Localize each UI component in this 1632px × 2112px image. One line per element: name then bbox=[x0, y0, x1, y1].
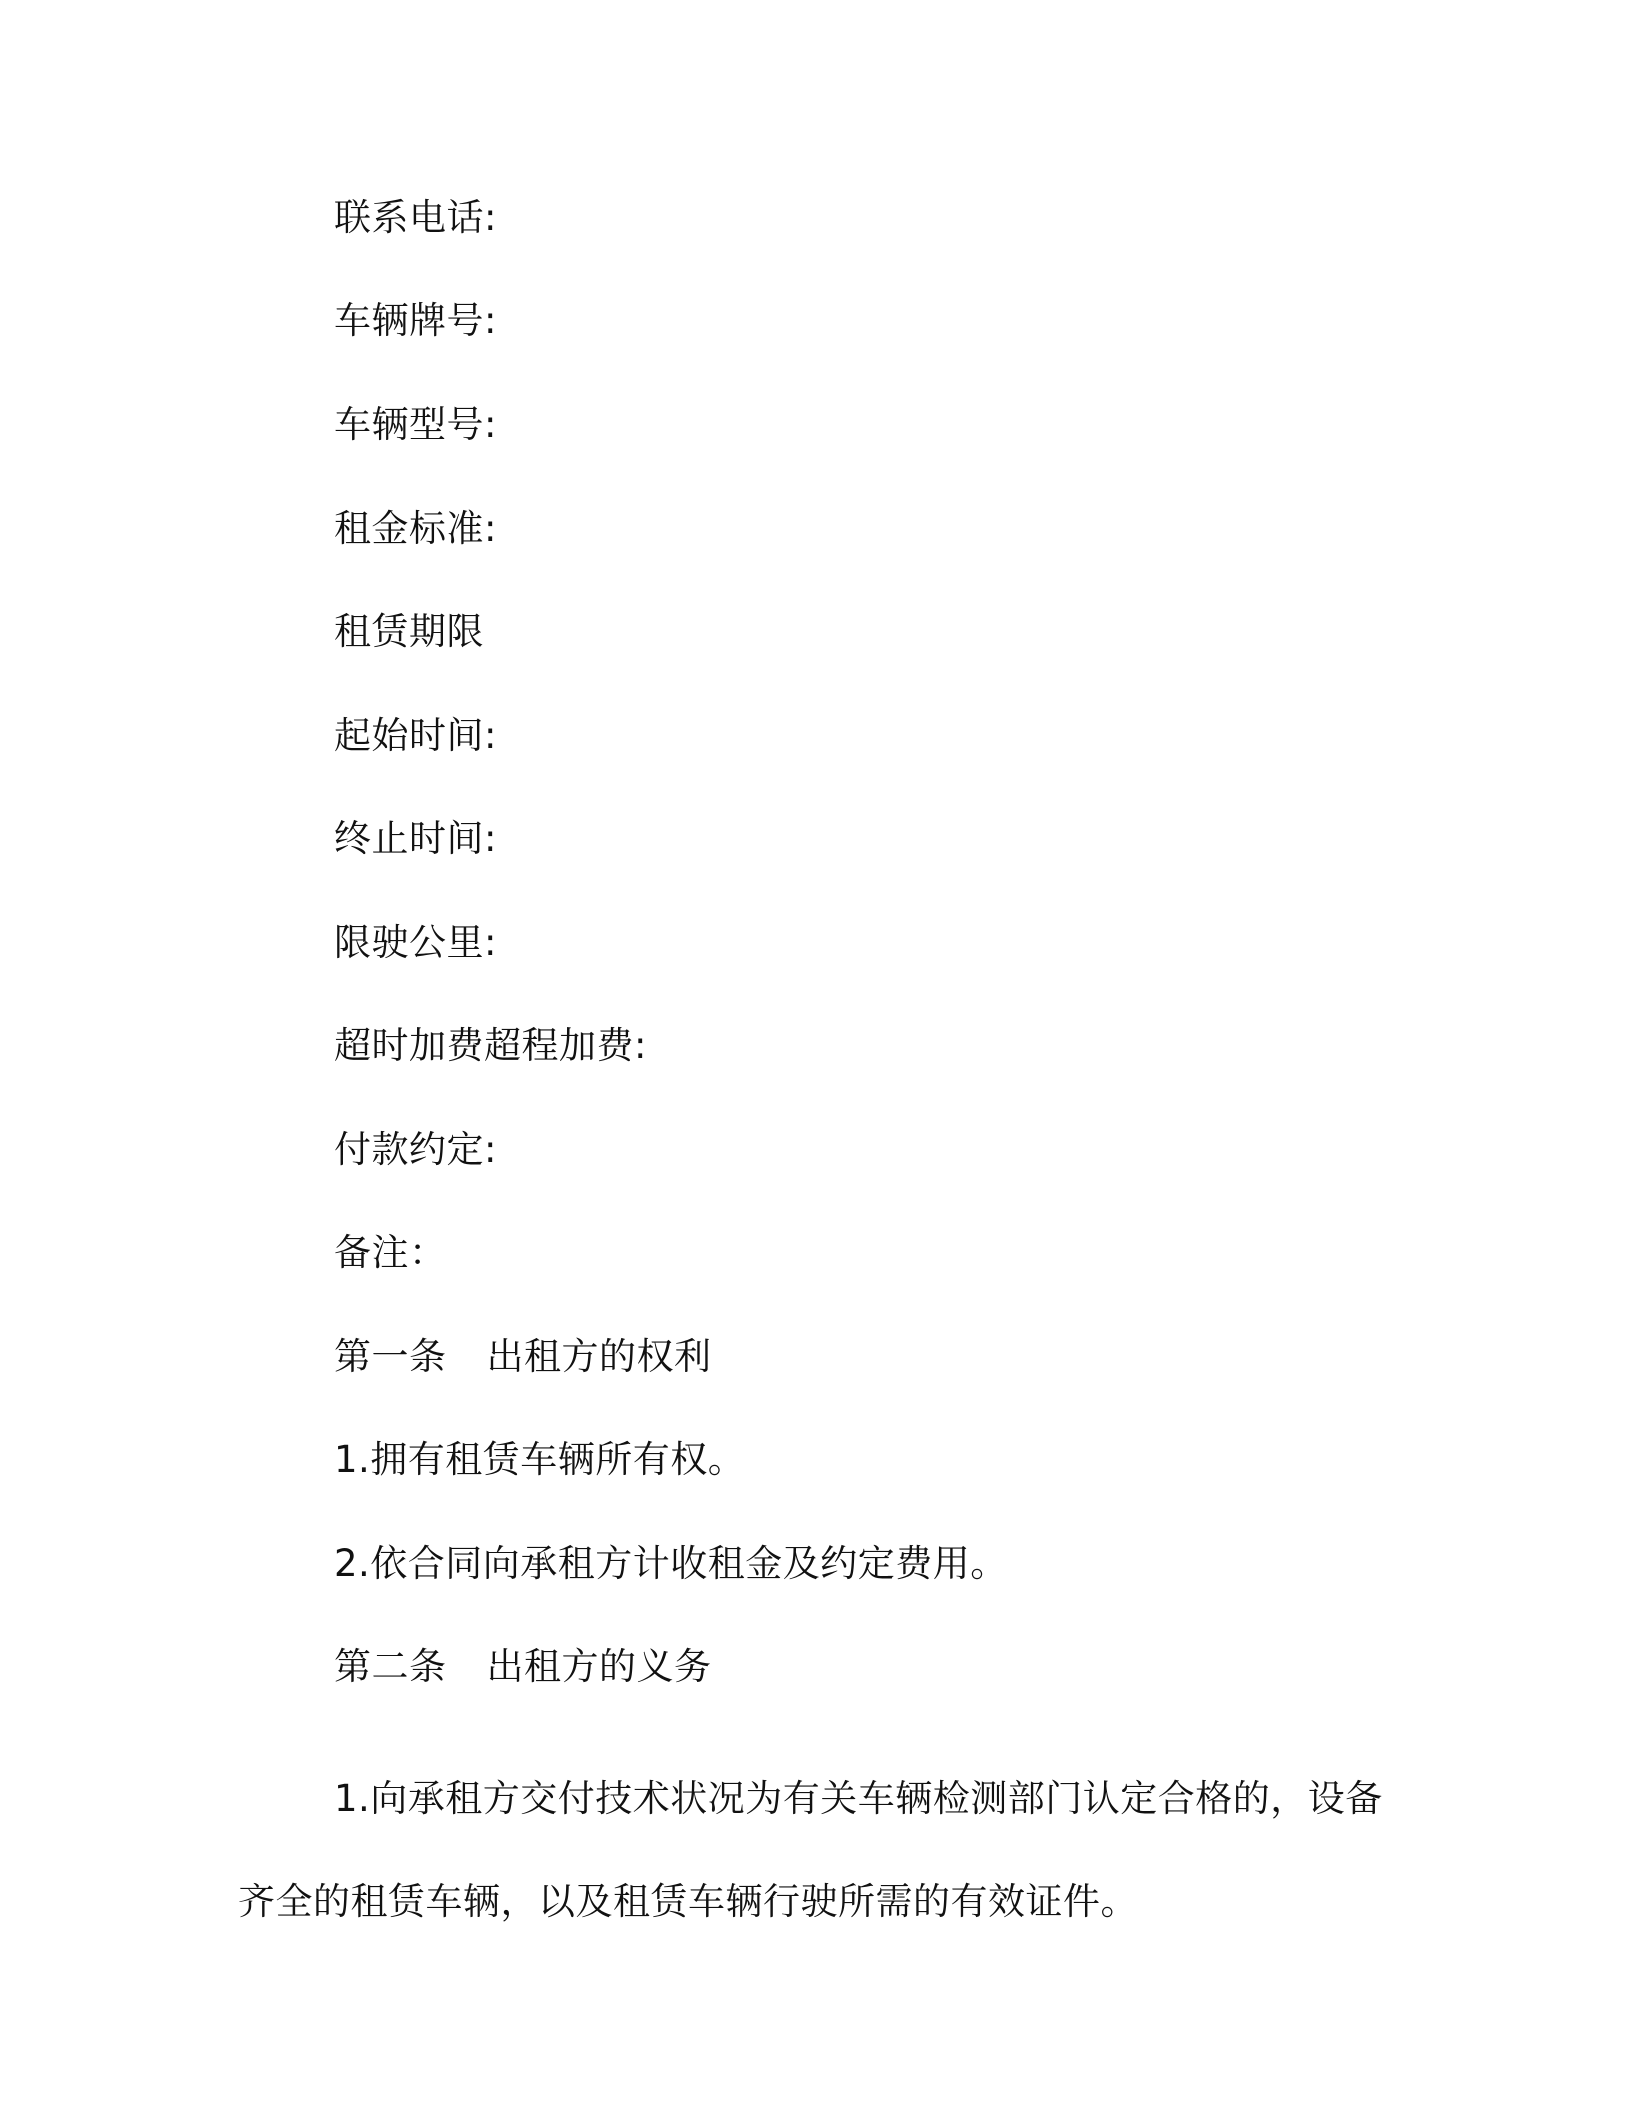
field-remarks: 备注： bbox=[334, 1231, 447, 1274]
field-phone: 联系电话: bbox=[334, 196, 497, 239]
field-payment-terms: 付款约定: bbox=[334, 1128, 497, 1171]
article-1-number: 第一条 bbox=[334, 1335, 447, 1378]
article-2-number: 第二条 bbox=[334, 1645, 447, 1688]
field-end-time: 终止时间: bbox=[334, 817, 497, 860]
article-1-title: 出租方的权利 bbox=[486, 1335, 712, 1378]
field-plate: 车辆牌号: bbox=[334, 299, 497, 342]
field-start-time: 起始时间: bbox=[334, 714, 497, 757]
article-1-item: 2.依合同向承租方计收租金及约定费用。 bbox=[334, 1542, 1008, 1585]
article-2-heading bbox=[334, 1643, 712, 1691]
article-2-item: 1.向承租方交付技术状况为有关车辆检测部门认定合格的，设备齐全的租赁车辆，以及租赁车辆行驶所需的有效证件。 bbox=[238, 1777, 1383, 1923]
article-2-title: 出租方的义务 bbox=[486, 1645, 712, 1688]
article-1-heading bbox=[334, 1333, 712, 1381]
field-lease-term: 租赁期限 bbox=[334, 610, 484, 653]
field-overtime-fee: 超时加费超程加费: bbox=[334, 1024, 647, 1067]
field-model: 车辆型号: bbox=[334, 403, 497, 446]
field-rent-standard: 租金标准: bbox=[334, 507, 497, 550]
field-mileage-limit: 限驶公里: bbox=[334, 921, 497, 964]
article-1-item: 1.拥有租赁车辆所有权。 bbox=[334, 1438, 746, 1481]
